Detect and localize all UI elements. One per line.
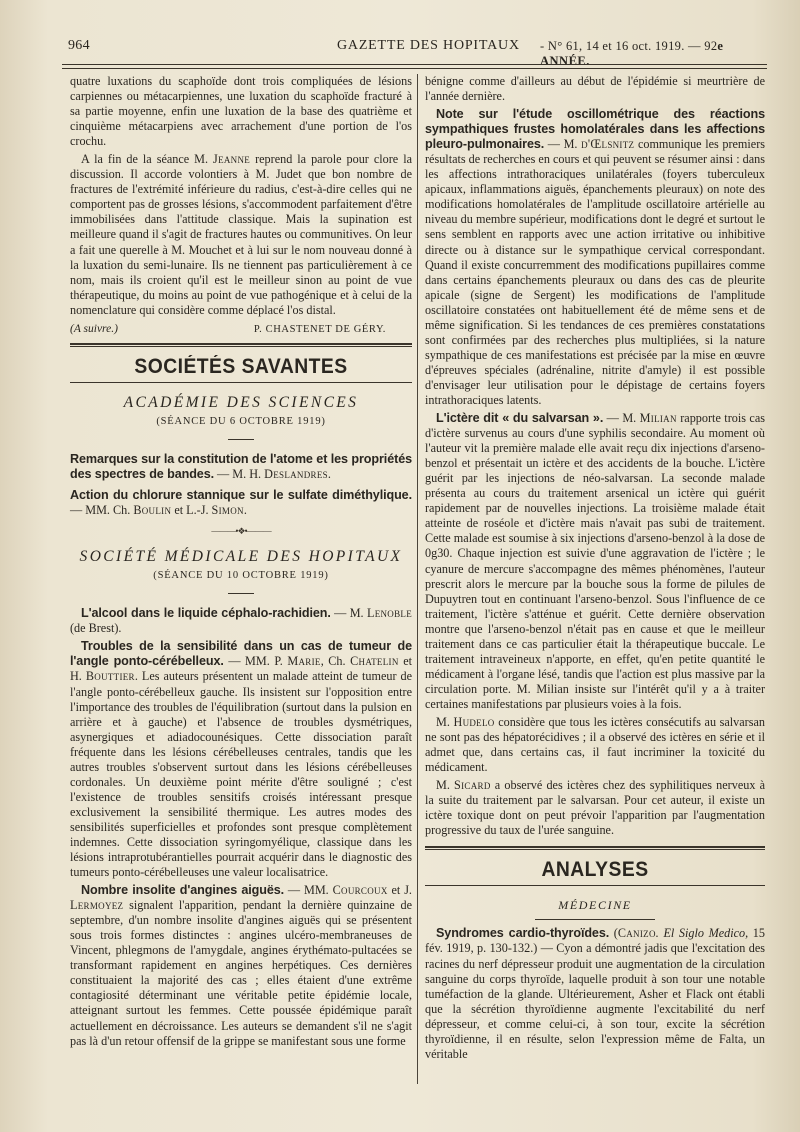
- section-title: SOCIÉTÉS SAVANTES: [134, 354, 348, 378]
- communication: Troubles de la sensibilité dans un cas de tumeur de l'angle ponto-cérébelleux. — MM. P. Marie, Ch. Chatelin et H. Bouttier. Les auteurs présentent un malade atteint de tumeur de l'angle ponto-cérébelleux gauche. Ils insistent sur l'opposition entre l'importance des troubles de l'équilibration (surtout dans la pulsion en arrière et à gauche) et l'absence de troubles dysmétriques, asynergiques et adiadocounésiques. Cette dissociation paraît fréquente dans les lésions cérébelleuses centrales, tandis que les autres troubles s'observent surtout dans les lésions cérébelleuses cordonales. Un deuxième point mérite d'être souligné ; c'est l'existence de troubles sensitifs croisés intéressant presque exclusivement la sensibilité thermique. Les autres modes des sensibilités superficielles et profondes sont presque complètement indemnes. Cette dissociation syringomyélique, classique dans les lésions intraprotubérantielles pourrait acquérir dans le diagnostic des tumeurs ponto-cérébelleuses une valeur localisatrice.: [70, 639, 413, 880]
- left-column: [70, 74, 412, 1052]
- to-be-continued: (A suivre.): [70, 322, 118, 335]
- subsection-rule: [535, 919, 655, 920]
- journal-title: GAZETTE DES HOPITAUX: [337, 38, 520, 53]
- running-header: [62, 36, 767, 68]
- communication: Nombre insolite d'angines aiguës. — MM. Courcoux et J. Lermoyez signalent l'apparition, pendant la dernière quinzaine de septembre, d'un nombre insolite d'angines aiguës qui se présentent sous trois formes distinctes : angines ulcéro-membraneuses de Vincent, phlegmons de l'amygdale, angines érythémato-pultacées se transformant rapidement en angines herpétiques. Ces dernières constituaient la majorité des cas ; elles étaient d'une extrême contagiosité déterminant une véritable petite épidémie locale, atteignant surtout les femmes. Cette poussée épidémique paraît actuellement en décroissance. Les auteurs se demandent s'il ne s'agit pas là d'un retour offensif de la grippe se manifestant sous une forme: [70, 883, 412, 1048]
- session-date: (SÉANCE DU 6 OCTOBRE 1919): [156, 415, 326, 427]
- section-rule: [70, 343, 412, 347]
- issue-info: - N° 61, 14 et 16 oct. 1919. — 92e ANNÉE.: [540, 39, 724, 68]
- column-divider: [417, 74, 418, 1084]
- society-title: SOCIÉTÉ MÉDICALE DES HOPITAUX: [79, 548, 403, 566]
- ornament: ———•❖•———: [211, 526, 271, 537]
- session-date: (SÉANCE DU 10 OCTOBRE 1919): [153, 570, 329, 582]
- section-underline: [425, 885, 765, 886]
- right-column: [425, 74, 765, 1065]
- article-author: P. CHASTENET DE GÉRY.: [253, 323, 386, 335]
- header-rule: [62, 64, 767, 69]
- communication: L'alcool dans le liquide céphalo-rachidien. — M. Lenoble (de Brest).: [70, 606, 412, 636]
- paragraph: quatre luxations du scaphoïde dont trois compliquées de lésions carpiennes ou métacarpiennes, une luxation du scaphoïde fracturé à sa partie moyenne, enfin une luxation de la base des quatrième et cinquième métacarpiens avec arrachement d'une portion de l'os crochu.: [70, 74, 412, 149]
- paragraph: A la fin de la séance M. Jeanne reprend la parole pour clore la discussion. Il accorde volontiers à M. Judet que bon nombre de fractures de l'extrémité inférieure du radius, c'est-à-dire celles qui ne comportent pas de grosses lésions, s'accommodent parfaitement d'être immobilisées dans l'attitude classique. Mais la supination est meilleure quand il s'agit de fractures hautes ou communitives. On leur a fait une querelle à M. Mouchet et à lui sur le nom nouveau donné à la luxation du semi-lunaire. Ils ne tiennent pas particulièrement à ce nom, mais ils croient qu'il est le meilleur sinon au point de vue thérapeutique, du moins au point de vue pathogénique et à celui de la nomenclature qui considère comme déplacé l'os distal.: [70, 152, 412, 317]
- short-rule: [228, 439, 254, 440]
- page-number: 964: [68, 38, 90, 53]
- communication: Action du chlorure stannique sur le sulfate diméthylique. — MM. Ch. Boulin et L.-J. Simon.: [70, 488, 412, 518]
- paragraph: M. Hudelo considère que tous les ictères consécutifs au salvarsan ne sont pas des hépatorécidives ; il a observé des ictères en série et il admet que, dans certains cas, il faut incriminer la toxicité du médicament.: [425, 714, 765, 775]
- analysis-entry: Syndromes cardio-thyroïdes. (Canizo. El Siglo Medico, 15 fév. 1919, p. 130-132.) — Cyon a démontré jadis que l'excitation des racines du nerf dépresseur produit une augmentation de la circulation sanguine du corps thyroïde, laquelle produit à son tour une notable tuméfaction de la glande. Ultérieurement, Asher et Flack ont établi que la sécrétion thyroïdienne augmente l'excitabilité du nerf dépresseur, et comme celui-ci, à son tour, excite la sécrétion thyroïdienne, il en résulte, selon l'expression même de Falta, un véritable: [425, 926, 765, 1061]
- short-rule: [228, 593, 254, 594]
- section-rule: [425, 846, 765, 850]
- subsection-title: MÉDECINE: [558, 898, 632, 913]
- section-title: ANALYSES: [541, 858, 649, 882]
- paragraph: M. Sicard a observé des ictères chez des syphilitiques nerveux à la suite du traitement par le salvarsan. Pour cet auteur, il existe un ictère toxique dont on peut prévoir l'apparition par l'augmentation progressive du taux de l'urée sanguine.: [425, 778, 765, 838]
- communication: Remarques sur la constitution de l'atome et les propriétés des spectres de bandes. — M. H. Deslandres.: [70, 451, 412, 481]
- communication: Note sur l'étude oscillométrique des réactions sympathiques frustes homolatérales dans les affections pleuro-pulmonaires. — M. d'Œlsnitz communique les premiers résultats de recherches en cours et qui peuvent se résumer ainsi : dans les affections intrathoraciques unilatérales (foyers tuberculeux apicaux, inflammations aiguës, épanchements pleuraux) on note des modifications homolatérales de l'amplitude oscillatoire artérielle au niveau du membre supérieur, modifications dont le degré et surtout le sens semblent en rapports avec une action irritative ou inhibitive directe ou à distance sur le sympathique cervical correspondant. Quand il existe concurremment des modifications pupillaires comme dans certains épanchements pleuraux ou dans des cas de pleurite apicale (signe de Sergent) les modifications de l'amplitude oscillatoire constatées ont habituellement été de même sens et de même signification. Si les tendances de ces premières constatations sont confirmées par des recherches plus multipliées, si la nature sympathique de ces manifestations est précisée par la mise en œuvre d'épreuves spéciales (adrénaline, nitrite d'amyle) il est possible d'envisager leur utilisation pour le dépistage de certains foyers intrathoraciques latents.: [425, 107, 765, 407]
- communication: L'ictère dit « du salvarsan ». — M. Milian rapporte trois cas d'ictère survenus au cours d'une syphilis secondaire. Au moment où l'auteur vit la première malade elle avait reçu dix injections d'arseno-benzol et présentait un ictère et des accidents de la bouche. L'ictère guérit par les injections de néo-salvarsan. La seconde malade présenta au cours du traitement arsenical un ictère qui guérit rapidement par de nouvelles injections. La troisième malade était atteinte de roséole et d'ictère mais n'avait pas subi de traitement. Cette malade est soumise à six injections d'arseno-benzol à la dose de 0g30. Chaque injection est suivie d'une aggravation de l'ictère ; le cyanure de mercure s'accompagne des mêmes phénomènes, l'auteur prescrit alors le mercure par la bouche sous la forme de pilules de Dupuytren tout en continuant l'arseno-benzol. Sous l'influence de ce traitement, l'ictère s'atténue et guérit. Cette dernière observation montre que l'arseno-benzol n'était pas en cause et que le meilleur traitement dans ce cas particulier était la thérapeutique buccale. Le traitement intraveineux n'apporte, en effet, qu'en petite quantité le médicament à l'organe lésé, tandis que l'action est plus massive par la circulation porte. M. Milian insiste sur l'intérêt qu'il y a à traiter certaines manifestations par plusieurs voies à la fois.: [425, 411, 765, 711]
- signature: [70, 322, 412, 337]
- section-underline: [70, 382, 412, 383]
- society-title: ACADÉMIE DES SCIENCES: [123, 393, 359, 411]
- paragraph: bénigne comme d'ailleurs au début de l'épidémie si meurtrière de l'année dernière.: [425, 74, 765, 104]
